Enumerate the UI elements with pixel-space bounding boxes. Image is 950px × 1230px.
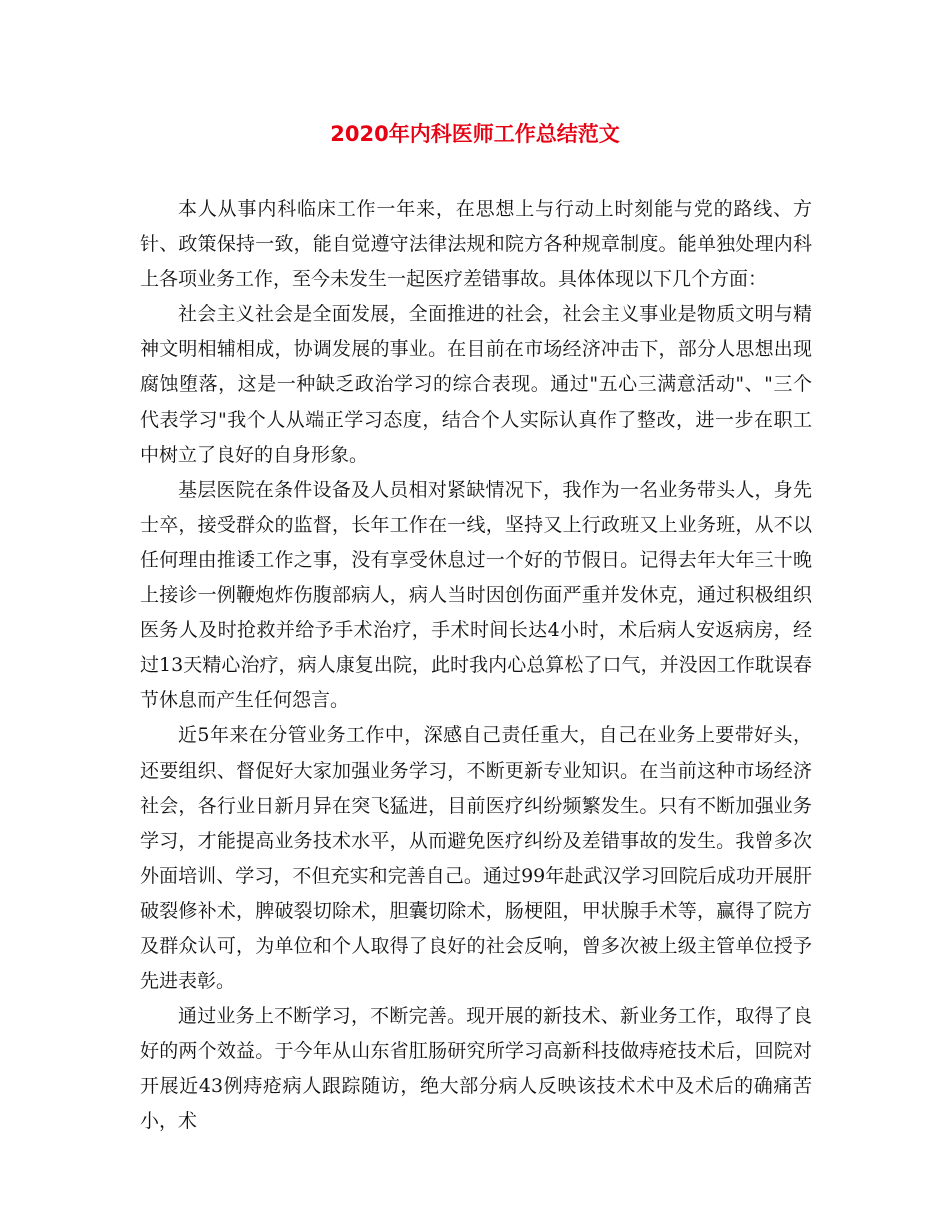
paragraph-5: 通过业务上不断学习，不断完善。现开展的新技术、新业务工作，取得了良好的两个效益。于今年从山东省肛肠研究所学习高新科技做痔疮技术后，回院对开展近43例痔疮病人跟踪随访，绝大部分病人反映该技术术中及术后的确痛苦小，术 — [140, 1005, 812, 1133]
paragraph-1: 本人从事内科临床工作一年来，在思想上与行动上时刻能与党的路线、方针、政策保持一致，能自觉遵守法律法规和院方各种规章制度。能单独处理内科上各项业务工作，至今未发生一起医疗差错事故。具体体现以下几个方面： — [140, 198, 812, 291]
paragraph-3: 基层医院在条件设备及人员相对紧缺情况下，我作为一名业务带头人，身先士卒，接受群众的监督，长年工作在一线，坚持又上行政班又上业务班，从不以任何理由推诿工作之事，没有享受休息过一个好的节假日。记得去年大年三十晚上接诊一例鞭炮炸伤腹部病人，病人当时因创伤面严重并发休克，通过积极组织医务人及时抢救并给予手术治疗，手术时间长达4小时，术后病人安返病房，经过13天精心治疗，病人康复出院，此时我内心总算松了口气，并没因工作耽误春节休息而产生任何怨言。 — [140, 478, 812, 712]
document-body — [140, 192, 812, 1140]
paragraph-4: 近5年来在分管业务工作中，深感自己责任重大，自己在业务上要带好头，还要组织、督促好大家加强业务学习，不断更新专业知识。在当前这种市场经济社会，各行业日新月异在突飞猛进，目前医疗纠纷频繁发生。只有不断加强业务学习，才能提高业务技术水平，从而避免医疗纠纷及差错事故的发生。我曾多次外面培训、学习，不但充实和完善自己。通过99年赴武汉学习回院后成功开展肝破裂修补术，脾破裂切除术，胆囊切除术，肠梗阻，甲状腺手术等，赢得了院方及群众认可，为单位和个人取得了良好的社会反响，曾多次被上级主管单位授予先进表彰。 — [140, 724, 812, 993]
document-title: 2020年内科医师工作总结范文 — [330, 122, 620, 146]
paragraph-2: 社会主义社会是全面发展，全面推进的社会，社会主义事业是物质文明与精神文明相辅相成，协调发展的事业。在目前在市场经济冲击下，部分人思想出现腐蚀堕落，这是一种缺乏政治学习的综合表现。通过"五心三满意活动"、"三个代表学习"我个人从端正学习态度，结合个人实际认真作了整改，进一步在职工中树立了良好的自身形象。 — [140, 303, 812, 466]
